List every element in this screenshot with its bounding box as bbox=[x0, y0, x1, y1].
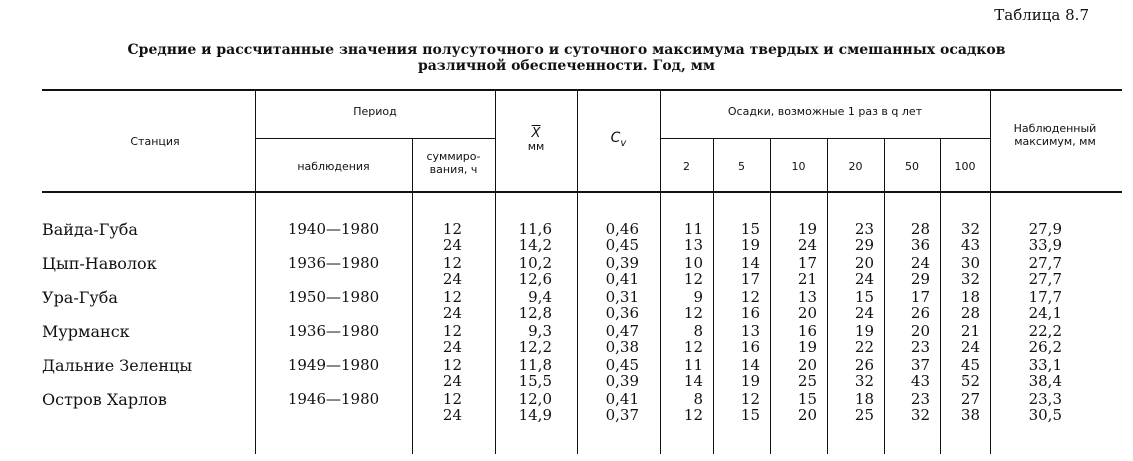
observed-max: 24,1 bbox=[1028, 304, 1062, 322]
mean-value: 12,6 bbox=[518, 270, 552, 288]
precip-q5: 19 bbox=[740, 236, 760, 254]
precip-q50: 20 bbox=[910, 322, 930, 340]
header-year-100: 100 bbox=[954, 160, 976, 173]
header-year-2: 2 bbox=[683, 160, 690, 173]
summation-hours: 12 bbox=[442, 220, 462, 238]
precip-q20: 24 bbox=[854, 270, 874, 288]
observed-max: 23,3 bbox=[1028, 390, 1062, 408]
mean-value: 9,3 bbox=[528, 322, 552, 340]
mean-value: 10,2 bbox=[518, 254, 552, 272]
station-name: Остров Харлов bbox=[42, 390, 167, 409]
mean-value: 12,8 bbox=[518, 304, 552, 322]
observed-max: 33,9 bbox=[1028, 236, 1062, 254]
table-number: Таблица 8.7 bbox=[994, 6, 1089, 24]
station-name: Вайда-Губа bbox=[42, 220, 138, 239]
precip-q100: 43 bbox=[960, 236, 980, 254]
observed-max: 22,2 bbox=[1028, 322, 1062, 340]
precip-q10: 17 bbox=[797, 254, 817, 272]
cv-value: 0,41 bbox=[605, 390, 639, 408]
mean-value: 11,6 bbox=[518, 220, 552, 238]
cv-value: 0,36 bbox=[605, 304, 639, 322]
period-observation: 1946—1980 bbox=[287, 390, 380, 408]
precip-q50: 24 bbox=[910, 254, 930, 272]
observed-max: 33,1 bbox=[1028, 356, 1062, 374]
precip-q10: 24 bbox=[797, 236, 817, 254]
precip-q10: 19 bbox=[797, 220, 817, 238]
header-observed-max: Наблюденный максимум, мм bbox=[1013, 122, 1097, 148]
precip-q100: 32 bbox=[960, 270, 980, 288]
cv-value: 0,31 bbox=[605, 288, 639, 306]
precip-q100: 32 bbox=[960, 220, 980, 238]
precip-q50: 43 bbox=[910, 372, 930, 390]
precip-q100: 27 bbox=[960, 390, 980, 408]
precip-q20: 22 bbox=[854, 338, 874, 356]
mean-value: 15,5 bbox=[518, 372, 552, 390]
mean-value: 9,4 bbox=[528, 288, 552, 306]
table-title: Средние и рассчитанные значения полусуточного и суточного максимума твердых и смешанных осадков bbox=[127, 42, 1006, 58]
cv-value: 0,41 bbox=[605, 270, 639, 288]
observed-max: 26,2 bbox=[1028, 338, 1062, 356]
precip-q5: 16 bbox=[740, 338, 760, 356]
summation-hours: 24 bbox=[442, 270, 462, 288]
precip-q50: 17 bbox=[910, 288, 930, 306]
header-period: Период bbox=[353, 105, 397, 118]
precip-q10: 20 bbox=[797, 356, 817, 374]
precip-q10: 13 bbox=[797, 288, 817, 306]
cv-value: 0,46 bbox=[605, 220, 639, 238]
cv-value: 0,39 bbox=[605, 372, 639, 390]
mean-value: 14,9 bbox=[518, 406, 552, 424]
summation-hours: 12 bbox=[442, 356, 462, 374]
precip-q50: 26 bbox=[910, 304, 930, 322]
observed-max: 30,5 bbox=[1028, 406, 1062, 424]
precip-q100: 21 bbox=[960, 322, 980, 340]
precip-q100: 28 bbox=[960, 304, 980, 322]
precip-q50: 37 bbox=[910, 356, 930, 374]
precip-q100: 45 bbox=[960, 356, 980, 374]
precip-q5: 13 bbox=[740, 322, 760, 340]
precip-q10: 20 bbox=[797, 406, 817, 424]
summation-hours: 24 bbox=[442, 236, 462, 254]
observed-max: 27,7 bbox=[1028, 270, 1062, 288]
precip-q20: 23 bbox=[854, 220, 874, 238]
precip-q20: 26 bbox=[854, 356, 874, 374]
precip-q20: 15 bbox=[854, 288, 874, 306]
precip-q100: 30 bbox=[960, 254, 980, 272]
cv-sub: v bbox=[620, 137, 627, 149]
precip-q10: 20 bbox=[797, 304, 817, 322]
summation-hours: 24 bbox=[442, 406, 462, 424]
precip-q2: 8 bbox=[693, 390, 703, 408]
header-precip: Осадки, возможные 1 раз в q лет bbox=[727, 105, 923, 118]
mean-value: 11,8 bbox=[518, 356, 552, 374]
station-name: Цып-Наволок bbox=[42, 254, 157, 273]
precip-q5: 16 bbox=[740, 304, 760, 322]
precip-q2: 11 bbox=[683, 220, 703, 238]
cv-value: 0,45 bbox=[605, 236, 639, 254]
cv-value: 0,47 bbox=[605, 322, 639, 340]
xbar-symbol: $\overline{X}$ bbox=[531, 126, 541, 141]
precip-q50: 29 bbox=[910, 270, 930, 288]
precip-q20: 24 bbox=[854, 304, 874, 322]
header-xbar bbox=[495, 127, 577, 153]
observed-max: 27,7 bbox=[1028, 254, 1062, 272]
precip-q2: 12 bbox=[683, 406, 703, 424]
precip-q2: 14 bbox=[683, 372, 703, 390]
summation-hours: 24 bbox=[442, 338, 462, 356]
precip-q20: 32 bbox=[854, 372, 874, 390]
station-name: Ура-Губа bbox=[42, 288, 118, 307]
precip-q50: 23 bbox=[910, 338, 930, 356]
precip-q10: 15 bbox=[797, 390, 817, 408]
precip-q5: 15 bbox=[740, 220, 760, 238]
precip-q50: 23 bbox=[910, 390, 930, 408]
precip-q10: 16 bbox=[797, 322, 817, 340]
header-year-20: 20 bbox=[848, 160, 863, 173]
header-station: Станция bbox=[130, 135, 180, 148]
station-name: Дальние Зеленцы bbox=[42, 356, 193, 375]
summation-hours: 12 bbox=[442, 390, 462, 408]
precip-q2: 12 bbox=[683, 270, 703, 288]
summation-hours: 12 bbox=[442, 322, 462, 340]
precip-q5: 15 bbox=[740, 406, 760, 424]
period-observation: 1949—1980 bbox=[287, 356, 380, 374]
mean-value: 12,2 bbox=[518, 338, 552, 356]
summation-hours: 12 bbox=[442, 288, 462, 306]
precip-q2: 10 bbox=[683, 254, 703, 272]
summation-hours: 12 bbox=[442, 254, 462, 272]
cv-value: 0,38 bbox=[605, 338, 639, 356]
precip-q2: 12 bbox=[683, 338, 703, 356]
header-summation: суммиро- вания, ч bbox=[426, 150, 481, 176]
precip-q50: 28 bbox=[910, 220, 930, 238]
precip-q100: 38 bbox=[960, 406, 980, 424]
cv-symbol: C bbox=[610, 130, 621, 146]
precip-q2: 12 bbox=[683, 304, 703, 322]
precip-q20: 25 bbox=[854, 406, 874, 424]
precip-q20: 20 bbox=[854, 254, 874, 272]
observed-max: 27,9 bbox=[1028, 220, 1062, 238]
summation-hours: 24 bbox=[442, 372, 462, 390]
cv-value: 0,39 bbox=[605, 254, 639, 272]
precip-q10: 25 bbox=[797, 372, 817, 390]
precip-q20: 29 bbox=[854, 236, 874, 254]
period-observation: 1940—1980 bbox=[287, 220, 380, 238]
period-observation: 1936—1980 bbox=[287, 322, 380, 340]
precip-q50: 32 bbox=[910, 406, 930, 424]
precip-q5: 19 bbox=[740, 372, 760, 390]
cv-value: 0,37 bbox=[605, 406, 639, 424]
precip-q50: 36 bbox=[910, 236, 930, 254]
header-year-5: 5 bbox=[738, 160, 745, 173]
header-cv bbox=[577, 132, 660, 150]
precip-q5: 14 bbox=[740, 254, 760, 272]
precip-q2: 8 bbox=[693, 322, 703, 340]
precip-q5: 17 bbox=[740, 270, 760, 288]
precip-q2: 11 bbox=[683, 356, 703, 374]
precip-q5: 12 bbox=[740, 390, 760, 408]
mean-value: 14,2 bbox=[518, 236, 552, 254]
header-year-50: 50 bbox=[905, 160, 919, 173]
precip-q10: 19 bbox=[797, 338, 817, 356]
precip-q10: 21 bbox=[797, 270, 817, 288]
table-title-line2: различной обеспеченности. Год, мм bbox=[417, 58, 716, 74]
precip-q5: 14 bbox=[740, 356, 760, 374]
cv-value: 0,45 bbox=[605, 356, 639, 374]
summation-hours: 24 bbox=[442, 304, 462, 322]
precip-q100: 52 bbox=[960, 372, 980, 390]
precip-q2: 13 bbox=[683, 236, 703, 254]
precip-q2: 9 bbox=[693, 288, 703, 306]
precip-q5: 12 bbox=[740, 288, 760, 306]
header-observation: наблюдения bbox=[297, 160, 370, 173]
period-observation: 1936—1980 bbox=[287, 254, 380, 272]
observed-max: 38,4 bbox=[1028, 372, 1062, 390]
observed-max: 17,7 bbox=[1028, 288, 1062, 306]
precip-q20: 18 bbox=[854, 390, 874, 408]
header-year-10: 10 bbox=[791, 160, 806, 173]
precip-q20: 19 bbox=[854, 322, 874, 340]
period-observation: 1950—1980 bbox=[287, 288, 380, 306]
xbar-unit: мм bbox=[527, 140, 545, 153]
mean-value: 12,0 bbox=[518, 390, 552, 408]
precip-q100: 24 bbox=[960, 338, 980, 356]
station-name: Мурманск bbox=[42, 322, 130, 341]
precip-q100: 18 bbox=[960, 288, 980, 306]
